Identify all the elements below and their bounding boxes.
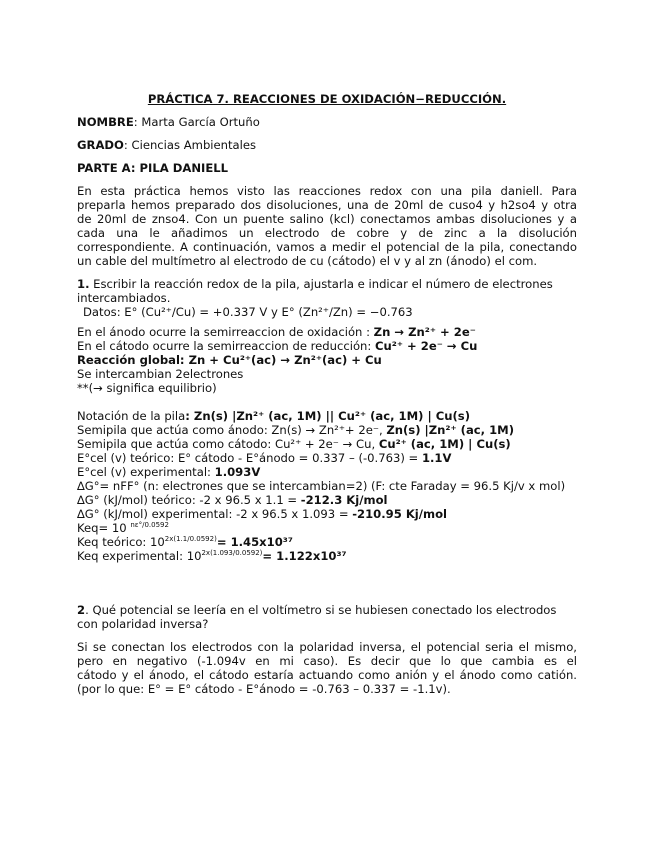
page-title: PRÁCTICA 7. REACCIONES DE OXIDACIÓN−REDUCCIÓN. (147, 92, 507, 106)
anodo-equation: Zn → Zn²⁺ + 2e⁻ (373, 325, 476, 339)
datos-line: Datos: E° (Cu²⁺/Cu) = +0.337 V y E° (Zn²⁺/Zn) = −0.763 (83, 305, 413, 319)
question-2 (77, 603, 577, 617)
catodo-equation: Cu²⁺ + 2e⁻ → Cu (375, 339, 478, 353)
intro-line: de 20ml de znso4. Con un puente salino (kcl) conectamos ambas disoluciones y a (77, 212, 577, 226)
intro-line: un cable del multímetro al electrodo de cu (cátodo) el v y al zn (ánodo) el com. (77, 254, 538, 268)
electrones-line: Se intercambian 2electrones (77, 367, 244, 381)
dg-teorico-value: -212.3 Kj/mol (300, 493, 388, 507)
e-teorico-text: E°cel (v) teórico: E° cátodo - E°ánodo = 0.337 – (-0.763) = (77, 451, 422, 465)
semipila-catodo-text: Semipila que actúa como cátodo: Cu²⁺ + 2e⁻ → Cu, (77, 437, 379, 451)
parte-a-heading: PARTE A: PILA DANIELL (77, 161, 229, 175)
question-2-text: . Qué potencial se leería en el voltímetro si se hubiesen conectado los electrodos (85, 603, 557, 617)
document-page (77, 92, 577, 696)
catodo-line (77, 339, 577, 353)
dg-teorico-line (77, 493, 577, 507)
dg-exp-line (77, 507, 577, 521)
anodo-line (77, 325, 577, 339)
equilibrio-note: **(→ significa equilibrio) (77, 381, 217, 395)
global-label: Reacción global: (77, 353, 189, 367)
answer-line: Si se conectan los electrodos con la polaridad inversa, el potencial seria el mismo, (77, 640, 577, 654)
grado-value: : Ciencias Ambientales (123, 138, 257, 152)
answer-line: pero en negativo (-1.094v en mi caso). Es decir que lo que cambia es el (77, 654, 577, 668)
intro-line: preparla hemos preparado dos disoluciones, una de 20ml de cuso4 y h2so4 y otra (77, 198, 577, 212)
keq-def-text: Keq= 10 (77, 521, 131, 535)
answer-line: cátodo y el ánodo, el cátodo estaría actuando como anión y el ánodo como catión. (77, 668, 577, 682)
keq-teorico-line (77, 535, 577, 549)
global-reaction (77, 353, 577, 367)
semipila-catodo-line (77, 437, 577, 451)
notacion-equation: : Zn(s) |Zn²⁺ (ac, 1M) || Cu²⁺ (ac, 1M) | Cu(s) (185, 409, 471, 423)
keq-teorico-exponent: 2x(1.1/0.0592) (164, 535, 217, 543)
intro-paragraph (77, 184, 577, 268)
intro-line: En esta práctica hemos visto las reacciones redox con una pila daniell. Para (77, 184, 577, 198)
grado-label: GRADO (77, 138, 124, 152)
semipila-catodo-eq: Cu²⁺ (ac, 1M) | Cu(s) (378, 437, 511, 451)
keq-teorico-value: = 1.45x10³⁷ (216, 535, 293, 549)
e-exp-line (77, 465, 577, 479)
semipila-anodo-line (77, 423, 577, 437)
question-2-number: 2 (77, 603, 86, 617)
grado-field (77, 138, 577, 152)
e-teorico-value: 1.1V (421, 451, 452, 465)
question-1 (77, 277, 577, 291)
answer-line: (por lo que: E° = E° cátodo - E°ánodo = -0.763 – 0.337 = -1.1v). (77, 682, 451, 696)
nombre-value: : Marta García Ortuño (133, 115, 260, 129)
notacion-text: Notación de la pila (77, 409, 186, 423)
dg-exp-value: -210.95 Kj/mol (352, 507, 448, 521)
dg-definition: ∆G°= nFF° (n: electrones que se intercambian=2) (F: cte Faraday = 96.5 Kj/v x mol) (77, 479, 566, 493)
anodo-text: En el ánodo ocurre la semirreaccion de oxidación : (77, 325, 374, 339)
question-1-text: Escribir la reacción redox de la pila, ajustarla e indicar el número de electrones (89, 277, 553, 291)
keq-teorico-text: Keq teórico: 10 (77, 535, 165, 549)
answer-paragraph (77, 640, 577, 696)
catodo-text: En el cátodo ocurre la semirreaccion de reducción: (77, 339, 376, 353)
question-1-number: 1. (77, 277, 90, 291)
dg-teorico-text: ∆G° (kJ/mol) teórico: -2 x 96.5 x 1.1 = (77, 493, 301, 507)
intro-line: correspondiente. A continuación, vamos a medir el potencial de la pila, conectando (77, 240, 577, 254)
dg-exp-text: ∆G° (kJ/mol) experimental: -2 x 96.5 x 1.093 = (77, 507, 353, 521)
semipila-anodo-text: Semipila que actúa como ánodo: Zn(s) → Zn²⁺+ 2e⁻, (77, 423, 387, 437)
keq-exp-text: Keq experimental: 10 (77, 549, 202, 563)
notacion-line (77, 409, 577, 423)
question-2-cont: con polaridad inversa? (77, 617, 209, 631)
keq-exp-line (77, 549, 577, 563)
e-exp-value: 1.093V (214, 465, 261, 479)
global-equation: Zn + Cu²⁺(ac) → Zn²⁺(ac) + Cu (188, 353, 382, 367)
keq-def-exponent: nε°/0.0592 (130, 521, 169, 529)
question-1-cont: intercambiados. (77, 291, 171, 305)
semipila-anodo-eq: Zn(s) |Zn²⁺ (ac, 1M) (386, 423, 515, 437)
nombre-label: NOMBRE (77, 115, 134, 129)
e-teorico-line (77, 451, 577, 465)
keq-exp-exponent: 2x(1.093/0.0592) (201, 549, 263, 557)
e-exp-text: E°cel (v) experimental: (77, 465, 215, 479)
intro-line: cada una le añadimos un electrodo de cobre y de zinc a la disolución (77, 226, 577, 240)
keq-exp-value: = 1.122x10³⁷ (262, 549, 347, 563)
nombre-field (77, 115, 577, 129)
keq-definition (77, 521, 577, 535)
